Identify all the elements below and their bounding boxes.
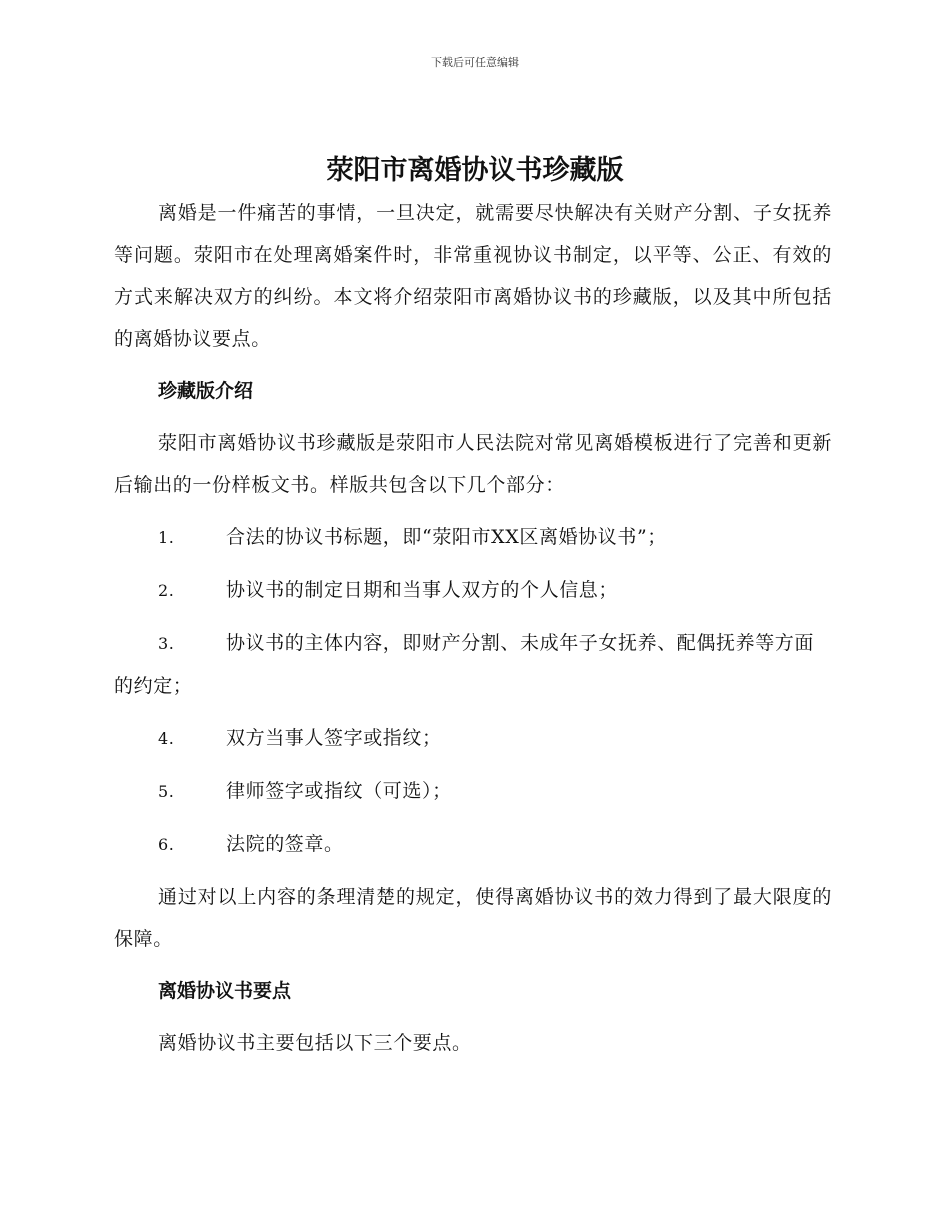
- collection-intro-paragraph: 荥阳市离婚协议书珍藏版是荥阳市人民法院对常见离婚模板进行了完善和更新后输出的一份样板文书。样版共包含以下几个部分：: [114, 432, 832, 496]
- document-title: 荥阳市离婚协议书珍藏版: [326, 155, 624, 186]
- key-points-paragraph: 离婚协议书主要包括以下三个要点。: [158, 1032, 472, 1054]
- list-text: 法院的签章。: [226, 833, 344, 855]
- list-number: 5.: [158, 782, 175, 801]
- list-text: 律师签字或指纹（可选）；: [226, 780, 452, 802]
- list-item: [114, 770, 832, 813]
- list-number: 2.: [158, 581, 175, 600]
- list-text: 协议书的主体内容，即财产分割、未成年子女抚养、配偶抚养等方面的约定；: [114, 632, 815, 697]
- list-text: 合法的协议书标题，即“荥阳市XX区离婚协议书”；: [226, 526, 667, 548]
- list-number: 4.: [158, 729, 175, 748]
- page-header-note: 下载后可任意编辑: [431, 56, 519, 69]
- section-heading-key-points: 离婚协议书要点: [158, 980, 292, 1002]
- list-item: [114, 622, 832, 707]
- list-number: 1.: [158, 528, 175, 547]
- list-item: [114, 516, 832, 559]
- collection-closing-paragraph: 通过对以上内容的条理清楚的规定，使得离婚协议书的效力得到了最大限度的保障。: [114, 886, 832, 950]
- document-body: [114, 192, 832, 1064]
- list-number: 6.: [158, 835, 175, 854]
- list-item: [114, 569, 832, 612]
- list-item: [114, 823, 832, 866]
- intro-paragraph: 离婚是一件痛苦的事情，一旦决定，就需要尽快解决有关财产分割、子女抚养等问题。荥阳市在处理离婚案件时，非常重视协议书制定，以平等、公正、有效的方式来解决双方的纠纷。本文将介绍荥阳市离婚协议书的珍藏版，以及其中所包括的离婚协议要点。: [114, 202, 832, 350]
- list-number: 3.: [158, 634, 175, 653]
- list-text: 双方当事人签字或指纹；: [226, 727, 442, 749]
- list-item: [114, 717, 832, 760]
- list-text: 协议书的制定日期和当事人双方的个人信息；: [226, 579, 619, 601]
- section-heading-collection: 珍藏版介绍: [158, 380, 254, 402]
- contents-list: [114, 516, 832, 866]
